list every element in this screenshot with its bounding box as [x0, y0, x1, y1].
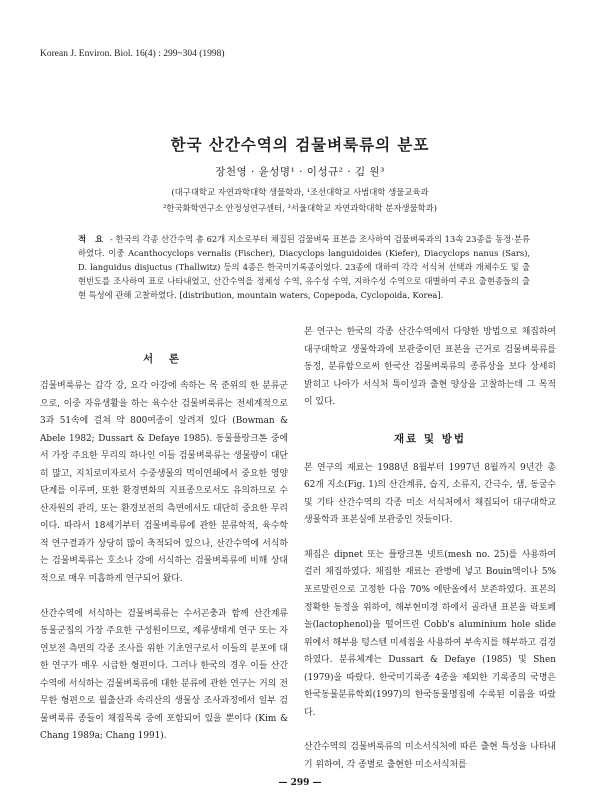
affiliation-line-1: (대구대학교 자연과학대학 생물학과, ¹조선대학교 사범대학 생물교육과	[171, 187, 429, 197]
left-column	[40, 341, 288, 746]
journal-citation: Korean J. Environ. Biol. 16(4) : 299~304 (1998)	[40, 49, 225, 59]
page-number: — 299 —	[278, 778, 322, 788]
author-list: 장천영 · 윤성명¹ · 이성규² · 김 원³	[215, 166, 385, 178]
paragraph: 산간수역의 검물벼룩류의 미소서식처에 따른 출현 특성을 나타내기 위하여, 각 종별로 출현한 미소서식처를	[304, 742, 556, 770]
section-heading-methods: 재료 및 방법	[393, 432, 467, 445]
right-column	[304, 324, 556, 774]
paper-title: 한국 산간수역의 검물벼룩류의 분포	[170, 135, 430, 154]
affiliation-line-2: ²한국화학연구소 안정성연구센터, ³서울대학교 자연과학대학 분자생물학과)	[162, 203, 438, 213]
paragraph: 채집은 dipnet 또는 플랑크톤 넷트(mesh no. 25)를 사용하여 걸러 채집하였다. 채집한 재료는 관병에 넣고 Bouin액이나 5% 포르말린으로 고정한 다음 70% 에탄올에서 보존하였다. 표본의 정확한 동정을 위하여, 해부현미경 하에서 골라낸 표본을 락토페놀(lactophenol)을 떨어뜨린 Cobb's aluminium hole slide 위에서 해부용 텅스텐 미세침을 사용하여 부속지를 해부하고 검경하였다. 분류체계는 Dussart & Defaye (1985) 및 Shen (1979)을 따랐다. 한국미기록종 4종을 제외한 기록종의 국명은 한국동물분류학회(1997)의 한국동물명집에 수록된 이름을 따랐다.	[304, 549, 556, 718]
abstract	[78, 233, 530, 303]
section-heading-introduction: 서 론	[143, 353, 185, 365]
paragraph: 검물벼룩류는 갑각 강, 요각 아강에 속하는 목 준위의 한 분류군으로, 이중 자유생활을 하는 육수산 검물벼룩류는 전세계적으로 3과 51속에 걸쳐 약 800여종이 알려져 있다 (Bowman & Abele 1982; Dussart & Defaye 1985). 동물플랑크톤 중에서 가장 주요한 무리의 하나인 이들 검물벼룩류는 생물량이 대단히 많고, 지치로미자로서 수중생물의 먹이연쇄에서 중요한 영양 단계를 이루며, 또한 환경변화의 지표종으로서도 유의하므로 수산자원의 관리, 또는 환경보전의 측면에서도 대단히 중요한 무리이다. 따라서 18세기부터 검물벼룩류에 관한 분류학적, 육수학적 연구결과가 상당히 많이 축적되어 있으나, 산간수역에 서식하는 검물벼룩류는 호소나 강에 서식하는 검물벼룩류에 비해 상대적으로 매우 미흡하게 연구되어 왔다.	[40, 381, 288, 585]
paragraph: 본 연구의 재료는 1988년 8월부터 1997년 8월까지 9년간 총 62개 지소(Fig. 1)의 산간계류, 습지, 소류지, 간극수, 샘, 동굴수 및 기타 산간수역의 각종 미소 서식처에서 채집되어 대구대학교 생물학과 표본실에 보관중인 것들이다.	[304, 462, 556, 526]
paragraph: 산간수역에 서식하는 검물벼룩류는 수서곤충과 함께 산간계류 동물군집의 가장 주요한 구성원이므로, 계류생태계 연구 또는 자연보전 측면의 각종 조사를 위한 기초연구로서 이들의 분포에 대한 연구가 매우 시급한 형편이다. 그러나 한국의 경우 이들 산간수역에 서식하는 검물벼룩류에 대한 분류에 관한 연구는 거의 전무한 형편으로 월출산과 속리산의 생물상 조사과정에서 일부 검물벼룩류 종들이 채집목록 중에 포함되어 있을 뿐이다 (Kim & Chang 1989a; Chang 1991).	[40, 608, 288, 742]
abstract-text: - 한국의 각종 산간수역 총 62개 지소로부터 채집된 검물벼룩 표본을 조사하여 검물벼룩과의 13속 23종을 동정·분류하였다. 이중 Acanthocyclops vernalis (Fischer), Diacyclops languidoides (Kiefer), Diacyclops nanus (Sars), D. languidus disjuctus (Thallwitz) 등의 4종은 한국미기록종이었다. 23종에 대하여 각각 서식처 선택과 개체수도 및 출현빈도를 조사하여 표로 나타내었고, 산간수역을 정체성 수역, 유수성 수역, 지하수성 수역으로 대별하여 주요 출현종들의 출현 특성에 관해 고찰하였다. [distribution, mountain waters, Copepoda, Cyclopoida, Korea].	[78, 234, 530, 300]
paragraph-intro-continued: 본 연구는 한국의 각종 산간수역에서 다양한 방법으로 채집하여 대구대학교 생물학과에 보관중이던 표본을 근거로 검물벼룩류를 동정, 분류함으로써 한국산 검물벼룩류의 종류상을 보다 상세히 밝히고 나아가 서식처 특이성과 출현 양상을 고찰하는데 그 목적이 있다.	[304, 327, 556, 408]
abstract-label: 적 요	[78, 234, 107, 244]
